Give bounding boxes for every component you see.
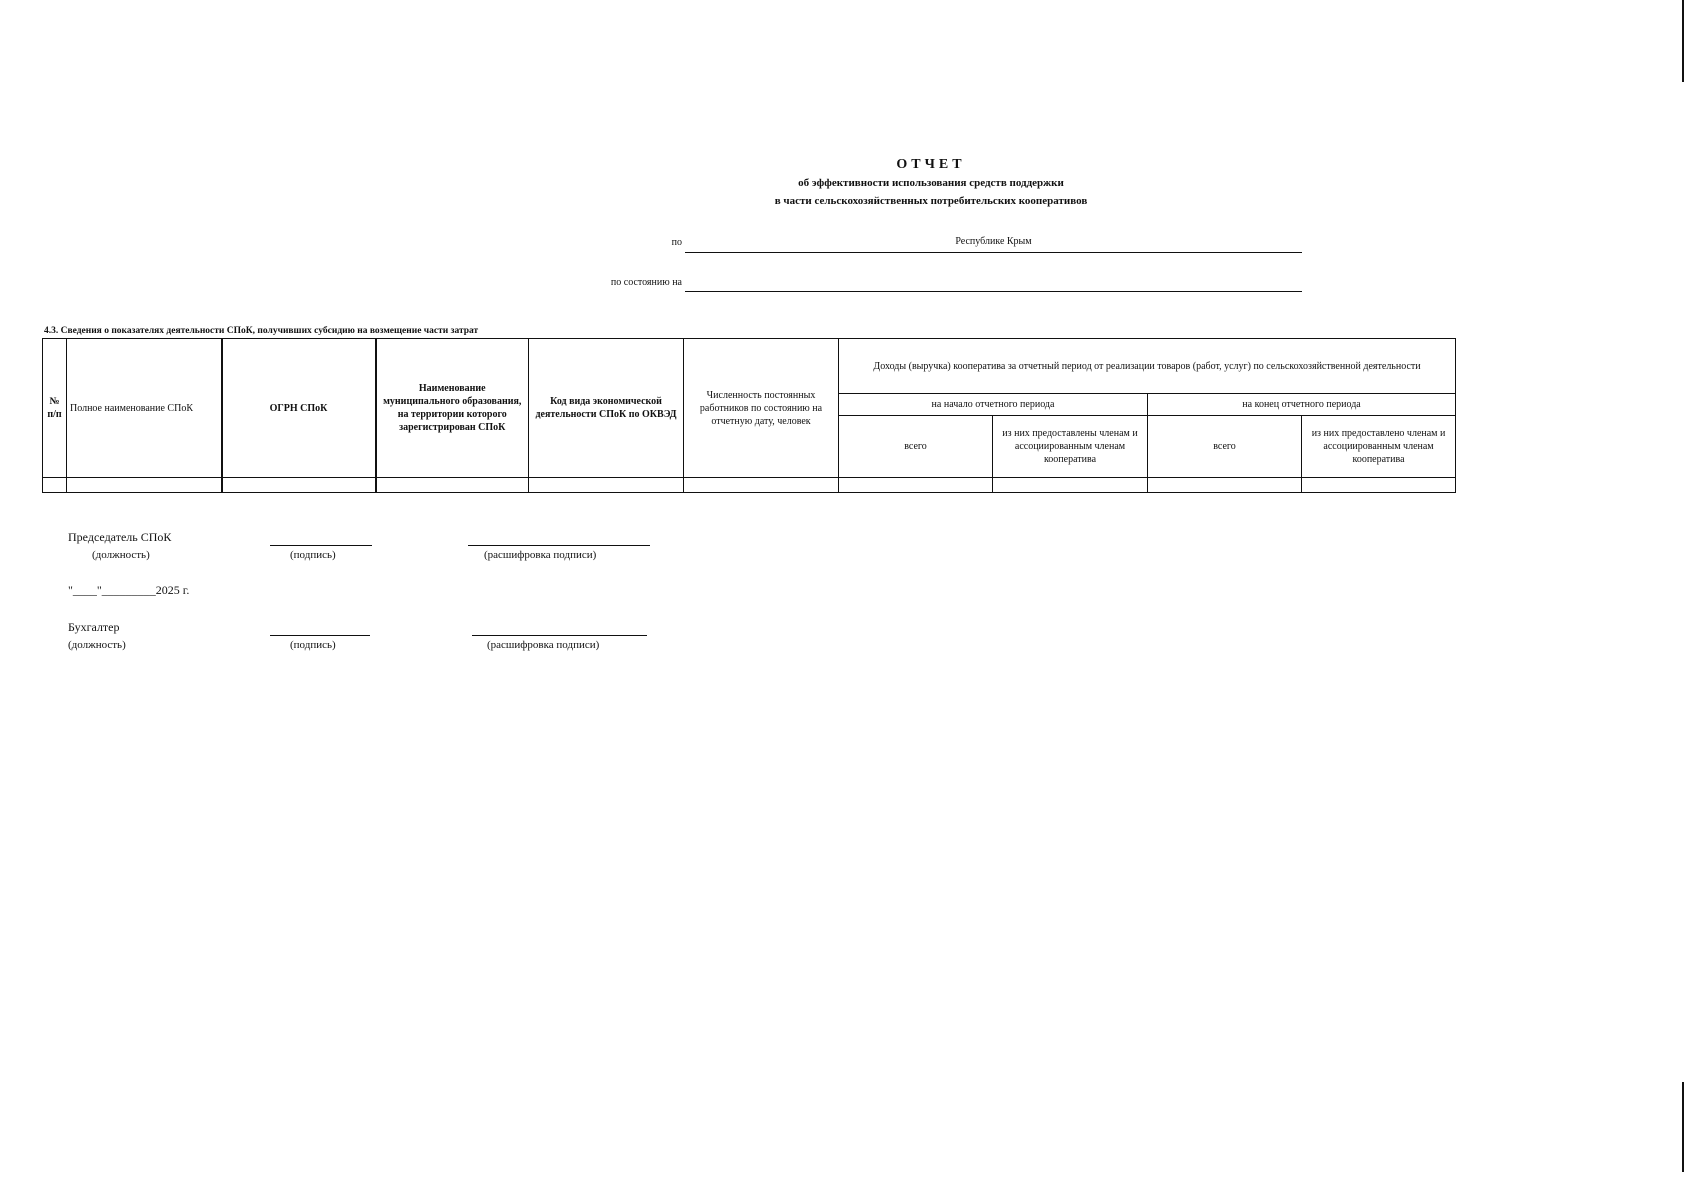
region-label: по	[671, 237, 682, 248]
region-underline	[685, 252, 1302, 253]
accountant-signature-line[interactable]	[270, 635, 370, 636]
header-ogrn: ОГРН СПоК	[222, 339, 376, 478]
table-cell[interactable]	[1148, 478, 1302, 493]
table-cell[interactable]	[222, 478, 376, 493]
report-title: ОТЧЕТ	[896, 157, 966, 172]
table-cell[interactable]	[376, 478, 529, 493]
accountant-decoding-caption: (расшифровка подписи)	[487, 639, 600, 651]
chairman-title: Председатель СПоК	[68, 530, 172, 544]
accountant-position-caption: (должность)	[68, 639, 126, 651]
report-subtitle-2: в части сельскохозяйственных потребительских кооперативов	[774, 195, 1088, 207]
scan-edge-bottom	[1682, 1082, 1684, 1172]
scan-edge-top	[1682, 0, 1684, 82]
header-municipality: Наименование муниципального образования, на территории которого зарегистрирован СПоК	[376, 339, 529, 478]
header-okved: Код вида экономической деятельности СПоК по ОКВЭД	[529, 339, 684, 478]
header-num: № п/п	[43, 339, 67, 478]
section-title: 4.3. Сведения о показателях деятельности СПоК, получивших субсидию на возмещение части затрат	[44, 326, 479, 336]
header-period-end: на конец отчетного периода	[1148, 394, 1456, 416]
table-cell[interactable]	[43, 478, 67, 493]
accountant-decoding-line[interactable]	[472, 635, 647, 636]
table-cell[interactable]	[684, 478, 839, 493]
region-value: Республике Крым	[955, 236, 1032, 247]
header-members-end: из них предоставлено членам и ассоциированным членам кооператива	[1302, 416, 1456, 478]
report-subtitle-1: об эффективности использования средств поддержки	[798, 177, 1064, 189]
accountant-signature-caption: (подпись)	[290, 639, 336, 651]
header-members-start: из них предоставлены членам и ассоциированным членам кооператива	[993, 416, 1148, 478]
header-income: Доходы (выручка) кооператива за отчетный период от реализации товаров (работ, услуг) по сельскохозяйственной деятельности	[839, 339, 1456, 394]
chairman-signature-line[interactable]	[270, 545, 372, 546]
table-cell[interactable]	[529, 478, 684, 493]
table-cell[interactable]	[1302, 478, 1456, 493]
header-total-start: всего	[839, 416, 993, 478]
table-cell[interactable]	[993, 478, 1148, 493]
table-cell[interactable]	[839, 478, 993, 493]
chairman-decoding-line[interactable]	[468, 545, 650, 546]
table-row	[43, 478, 1456, 493]
signature-date[interactable]: "____"_________2025 г.	[68, 583, 190, 597]
date-underline	[685, 291, 1302, 292]
chairman-signature-caption: (подпись)	[290, 549, 336, 561]
header-period-start: на начало отчетного периода	[839, 394, 1148, 416]
chairman-decoding-caption: (расшифровка подписи)	[484, 549, 597, 561]
date-label: по состоянию на	[610, 277, 682, 288]
table-cell[interactable]	[67, 478, 222, 493]
header-staff: Численность постоянных работников по состоянию на отчетную дату, человек	[684, 339, 839, 478]
accountant-title: Бухгалтер	[68, 620, 120, 634]
chairman-position-caption: (должность)	[92, 549, 150, 561]
header-total-end: всего	[1148, 416, 1302, 478]
header-name: Полное наименование СПоК	[67, 339, 222, 478]
indicators-table	[42, 338, 1456, 493]
